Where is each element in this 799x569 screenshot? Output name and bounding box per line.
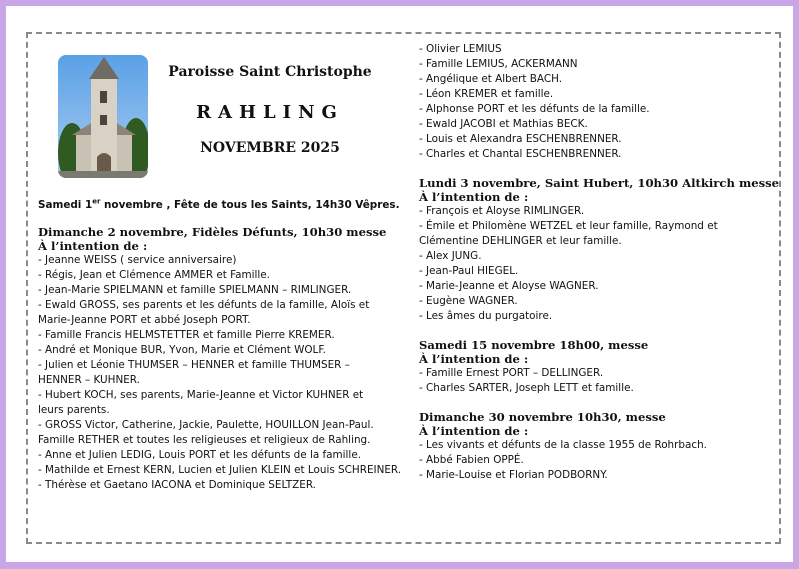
list-item: - Jeanne WEISS ( service anniversaire): [38, 254, 237, 266]
list-item: - Les vivants et défunts de la classe 1955 de Rohrbach.: [419, 439, 707, 451]
section-title: Lundi 3 novembre, Saint Hubert, 10h30 Altkirch messe: [419, 176, 780, 190]
section-title: Dimanche 2 novembre, Fidèles Défunts, 10h30 messe: [38, 225, 387, 239]
list-item: - Alex JUNG.: [419, 250, 482, 262]
section-title: Samedi 15 novembre 18h00, messe: [419, 338, 649, 352]
section-nov2: [38, 225, 402, 493]
list-item: - Louis et Alexandra ESCHENBRENNER.: [419, 133, 622, 145]
list-item: - Charles et Chantal ESCHENBRENNER.: [419, 148, 622, 160]
church-photo: [58, 55, 148, 178]
list-item: - Ewald JACOBI et Mathias BECK.: [419, 118, 588, 130]
list-item: - Régis, Jean et Clémence AMMER et Famille.: [38, 269, 270, 281]
section-subtitle: À l’intention de :: [419, 190, 529, 204]
list-item: - Marie-Louise et Florian PODBORNY.: [419, 469, 608, 481]
list-item: - Julien et Léonie THUMSER – HENNER et famille THUMSER – HENNER – KUHNER.: [38, 359, 350, 386]
list-item: - Olivier LEMIUS: [419, 43, 502, 55]
list-item: - Jean-Marie SPIELMANN et famille SPIELMANN – RIMLINGER.: [38, 284, 352, 296]
list-item: - Les âmes du purgatoire.: [419, 310, 553, 322]
section-nov3: [419, 176, 780, 324]
continued-list: [419, 42, 774, 162]
list-item: - Eugène WAGNER.: [419, 295, 518, 307]
section-nov15: [419, 338, 774, 396]
month-title: NOVEMBRE 2025: [200, 140, 340, 156]
list-item: - Ewald GROSS, ses parents et les défunts de la famille, Aloïs et Marie-Jeanne PORT et abbé Joseph PORT.: [38, 299, 370, 326]
section-subtitle: À l’intention de :: [419, 424, 529, 438]
list-item: - Thérèse et Gaetano IACONA et Dominique SELTZER.: [38, 479, 316, 491]
right-column: [419, 42, 780, 483]
all-saints-line: [38, 197, 400, 213]
section-subtitle: À l’intention de :: [38, 239, 148, 253]
list-item: - Abbé Fabien OPPÉ.: [419, 454, 524, 466]
list-item: - Angélique et Albert BACH.: [419, 73, 563, 85]
list-item: - Jean-Paul HIEGEL.: [419, 265, 519, 277]
list-item: - GROSS Victor, Catherine, Jackie, Paulette, HOUILLON Jean-Paul. Famille RETHER et toutes les religieuses et religieux de Rahling.: [38, 419, 374, 446]
list-item: - André et Monique BUR, Yvon, Marie et Clément WOLF.: [38, 344, 326, 356]
bulletin-sheet: [6, 6, 793, 562]
intro-sup: er: [92, 197, 101, 206]
intro-date: Samedi 1: [38, 199, 93, 211]
list-item: - Charles SARTER, Joseph LETT et famille.: [419, 382, 634, 394]
list-item: - Alphonse PORT et les défunts de la famille.: [419, 103, 650, 115]
list-item: - Léon KREMER et famille.: [419, 88, 554, 100]
list-item: - Famille Francis HELMSTETTER et famille Pierre KREMER.: [38, 329, 335, 341]
list-item: - Émile et Philomène WETZEL et leur famille, Raymond et Clémentine DEHLINGER et leur famille.: [419, 220, 718, 247]
village-title: RAHLING: [196, 102, 344, 123]
list-item: - François et Aloyse RIMLINGER.: [419, 205, 585, 217]
left-column: [38, 197, 402, 493]
parish-name: Paroisse Saint Christophe: [168, 64, 372, 80]
list-item: - Marie-Jeanne et Aloyse WAGNER.: [419, 280, 599, 292]
intro-text: novembre , Fête de tous les Saints, 14h30 Vêpres.: [100, 199, 400, 211]
list-item: - Hubert KOCH, ses parents, Marie-Jeanne et Victor KUHNER et leurs parents.: [38, 389, 364, 416]
section-title: Dimanche 30 novembre 10h30, messe: [419, 410, 666, 424]
list-item: - Mathilde et Ernest KERN, Lucien et Julien KLEIN et Louis SCHREINER.: [38, 464, 402, 476]
section-nov30: [419, 410, 774, 483]
list-item: - Famille LEMIUS, ACKERMANN: [419, 58, 578, 70]
list-item: - Famille Ernest PORT – DELLINGER.: [419, 367, 604, 379]
list-item: - Anne et Julien LEDIG, Louis PORT et les défunts de la famille.: [38, 449, 362, 461]
section-subtitle: À l’intention de :: [419, 352, 529, 366]
